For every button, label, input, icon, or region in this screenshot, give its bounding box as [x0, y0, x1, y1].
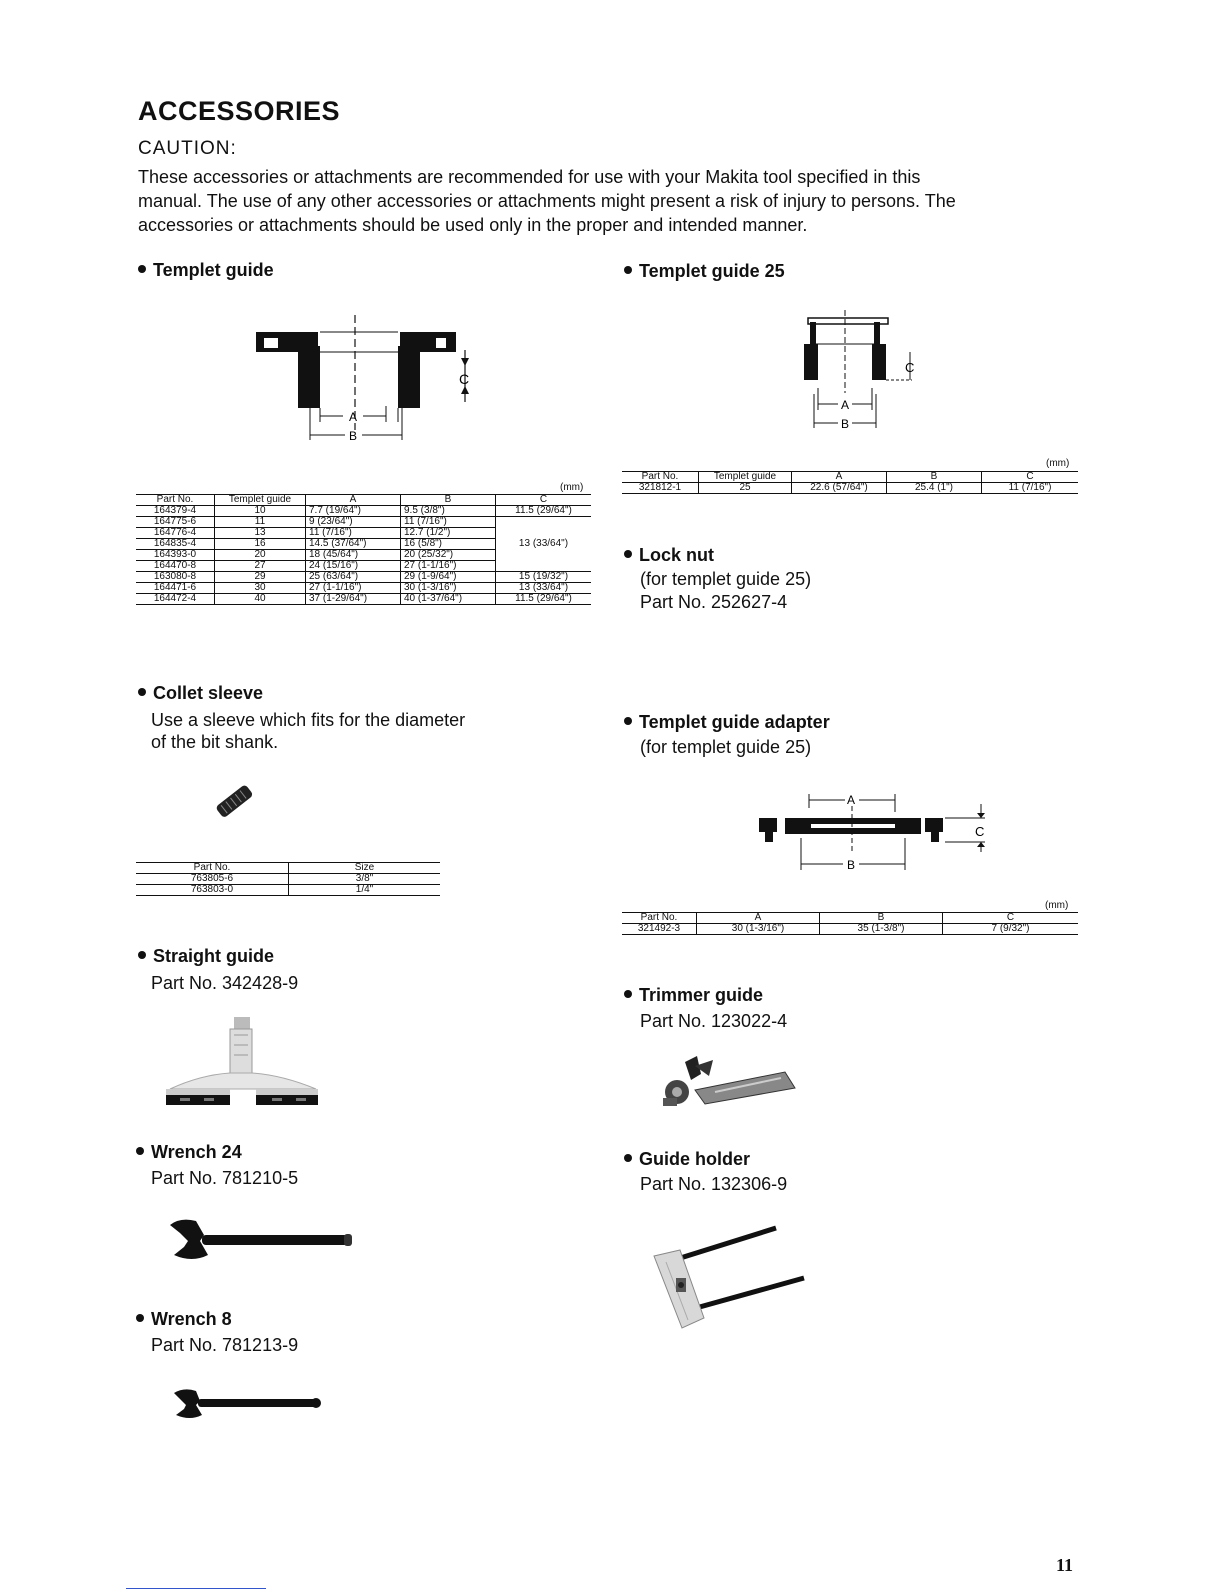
diagram-label-b: B	[349, 429, 358, 443]
table-cell: 164835-4	[136, 539, 215, 550]
table-cell: 164776-4	[136, 528, 215, 539]
table-cell: 29	[215, 572, 306, 583]
table-row	[136, 572, 591, 583]
diagram-label-b: B	[847, 858, 856, 872]
lock-nut-note: (for templet guide 25)	[640, 569, 812, 589]
table-cell: 11	[215, 517, 306, 528]
table-header-cell: Part No.	[622, 472, 699, 483]
collet-sleeve-text: of the bit shank.	[151, 732, 279, 752]
table-cell: 164472-4	[136, 594, 215, 605]
table-cell: 9.5 (3/8")	[401, 506, 496, 517]
bullet-icon	[624, 990, 632, 998]
wrench-8-image	[170, 1385, 325, 1425]
table-cell: 11 (7/16")	[306, 528, 401, 539]
table-row	[622, 483, 1078, 494]
page-number: 11	[1056, 1555, 1074, 1575]
table-cell: 40 (1-37/64")	[401, 594, 496, 605]
table-cell: 164470-8	[136, 561, 215, 572]
bullet-icon	[138, 951, 146, 959]
bullet-icon	[624, 266, 632, 274]
diagram-label-a: A	[841, 398, 850, 412]
table-cell: 27	[215, 561, 306, 572]
bullet-icon	[138, 265, 146, 273]
table-cell: 321492-3	[622, 924, 697, 935]
table-header-cell: A	[792, 472, 887, 483]
table-cell: 13 (33/64")	[496, 517, 592, 572]
table-cell: 29 (1-9/64")	[401, 572, 496, 583]
table-header-cell: B	[887, 472, 982, 483]
templet-guide-diagram	[250, 310, 480, 450]
templet-guide-adapter-title: Templet guide adapter	[624, 712, 830, 733]
table-cell: 321812-1	[622, 483, 699, 494]
lock-nut-part: Part No. 252627-4	[640, 592, 788, 612]
bullet-icon	[624, 1154, 632, 1162]
table-cell: 7 (9/32")	[943, 924, 1079, 935]
table-cell: 12.7 (1/2")	[401, 528, 496, 539]
table-header-cell: Part No.	[622, 913, 697, 924]
trimmer-guide-title: Trimmer guide	[624, 985, 763, 1006]
bullet-icon	[138, 688, 146, 696]
table-cell: 35 (1-3/8")	[820, 924, 943, 935]
templet-guide-adapter-note: (for templet guide 25)	[640, 737, 812, 757]
table-header-cell: Templet guide	[699, 472, 792, 483]
table-header-row	[136, 495, 591, 506]
table-row	[622, 924, 1078, 935]
table-row	[136, 583, 591, 594]
unit-label: (mm)	[1046, 458, 1070, 469]
table-cell: 27 (1-1/16")	[401, 561, 496, 572]
straight-guide-part: Part No. 342428-9	[151, 973, 299, 993]
caution-label: CAUTION:	[138, 138, 237, 159]
table-cell: 16 (5/8")	[401, 539, 496, 550]
table-row	[136, 517, 591, 528]
table-header-cell: A	[306, 495, 401, 506]
guide-holder-part: Part No. 132306-9	[640, 1174, 788, 1194]
table-cell: 18 (45/64")	[306, 550, 401, 561]
table-row	[136, 594, 591, 605]
bullet-icon	[624, 717, 632, 725]
diagram-label-a: A	[349, 410, 358, 424]
table-cell: 763803-0	[136, 885, 289, 896]
table-cell: 16	[215, 539, 306, 550]
lock-nut-title: Lock nut	[624, 545, 714, 566]
caution-text	[138, 165, 1088, 237]
table-cell: 11 (7/16")	[401, 517, 496, 528]
guide-holder-title: Guide holder	[624, 1149, 750, 1170]
guide-holder-image	[648, 1222, 813, 1337]
collet-sleeve-title: Collet sleeve	[138, 683, 263, 704]
table-header-cell: B	[401, 495, 496, 506]
table-header-cell: Templet guide	[215, 495, 306, 506]
table-cell: 14.5 (37/64")	[306, 539, 401, 550]
bullet-icon	[136, 1147, 144, 1155]
table-cell: 30 (1-3/16")	[401, 583, 496, 594]
straight-guide-title: Straight guide	[138, 946, 274, 967]
templet-guide-25-table	[622, 471, 1078, 494]
table-cell: 13 (33/64")	[496, 583, 592, 594]
table-cell: 40	[215, 594, 306, 605]
diagram-label-b: B	[841, 417, 850, 431]
table-cell: 27 (1-1/16")	[306, 583, 401, 594]
diagram-label-c: C	[905, 360, 915, 375]
templet-guide-adapter-diagram	[755, 788, 995, 878]
caution-line: These accessories or attachments are recommended for use with your Makita tool specified in this	[138, 167, 921, 187]
table-header-cell: Size	[289, 863, 441, 874]
collet-sleeve-table	[136, 862, 440, 896]
table-header-row	[622, 913, 1078, 924]
collet-sleeve-image	[210, 782, 260, 822]
templet-guide-25-diagram	[800, 308, 930, 438]
trimmer-guide-part: Part No. 123022-4	[640, 1011, 788, 1031]
table-header-cell: C	[496, 495, 592, 506]
wrench-24-part: Part No. 781210-5	[151, 1168, 299, 1188]
table-cell: 24 (15/16")	[306, 561, 401, 572]
bullet-icon	[624, 550, 632, 558]
table-cell: 20 (25/32")	[401, 550, 496, 561]
table-cell: 22.6 (57/64")	[792, 483, 887, 494]
table-cell: 30	[215, 583, 306, 594]
table-cell: 15 (19/32")	[496, 572, 592, 583]
table-header-cell: C	[982, 472, 1079, 483]
table-cell: 164775-6	[136, 517, 215, 528]
table-row	[136, 874, 440, 885]
wrench-24-title: Wrench 24	[136, 1142, 242, 1163]
bullet-icon	[136, 1314, 144, 1322]
wrench-24-image	[166, 1215, 356, 1265]
table-cell: 30 (1-3/16")	[697, 924, 820, 935]
table-cell: 763805-6	[136, 874, 289, 885]
page-title: ACCESSORIES	[138, 96, 341, 126]
templet-guide-25-title: Templet guide 25	[624, 261, 785, 282]
table-cell: 13	[215, 528, 306, 539]
table-cell: 7.7 (19/64")	[306, 506, 401, 517]
table-row	[136, 885, 440, 896]
straight-guide-image	[160, 1015, 325, 1110]
table-header-cell: Part No.	[136, 495, 215, 506]
table-cell: 11.5 (29/64")	[496, 594, 592, 605]
table-cell: 163080-8	[136, 572, 215, 583]
table-header-cell: C	[943, 913, 1079, 924]
table-cell: 20	[215, 550, 306, 561]
table-row	[136, 506, 591, 517]
table-cell: 9 (23/64")	[306, 517, 401, 528]
templet-guide-table	[136, 494, 591, 605]
wrench-8-part: Part No. 781213-9	[151, 1335, 299, 1355]
caution-line: manual. The use of any other accessories or attachments might present a risk of injury to persons. The	[138, 191, 956, 211]
unit-label: (mm)	[1045, 900, 1069, 911]
wrench-8-title: Wrench 8	[136, 1309, 232, 1330]
table-header-row	[136, 863, 440, 874]
table-cell: 10	[215, 506, 306, 517]
diagram-label-c: C	[459, 371, 470, 387]
table-cell: 164379-4	[136, 506, 215, 517]
table-cell: 25	[699, 483, 792, 494]
table-cell: 25.4 (1")	[887, 483, 982, 494]
caution-line: accessories or attachments should be used only in the proper and intended manner.	[138, 215, 808, 235]
table-header-cell: A	[697, 913, 820, 924]
diagram-label-a: A	[847, 793, 856, 807]
table-cell: 25 (63/64")	[306, 572, 401, 583]
table-header-cell: B	[820, 913, 943, 924]
table-header-row	[622, 472, 1078, 483]
table-cell: 1/4"	[289, 885, 441, 896]
table-cell: 11.5 (29/64")	[496, 506, 592, 517]
table-cell: 11 (7/16")	[982, 483, 1079, 494]
table-cell: 164471-6	[136, 583, 215, 594]
table-cell: 164393-0	[136, 550, 215, 561]
trimmer-guide-image	[655, 1052, 805, 1110]
templet-guide-adapter-table	[622, 912, 1078, 935]
unit-label: (mm)	[560, 482, 584, 493]
diagram-label-c: C	[975, 824, 985, 839]
table-cell: 3/8"	[289, 874, 441, 885]
collet-sleeve-text: Use a sleeve which fits for the diameter	[151, 710, 466, 730]
table-header-cell: Part No.	[136, 863, 289, 874]
templet-guide-title: Templet guide	[138, 260, 274, 281]
table-cell: 37 (1-29/64")	[306, 594, 401, 605]
